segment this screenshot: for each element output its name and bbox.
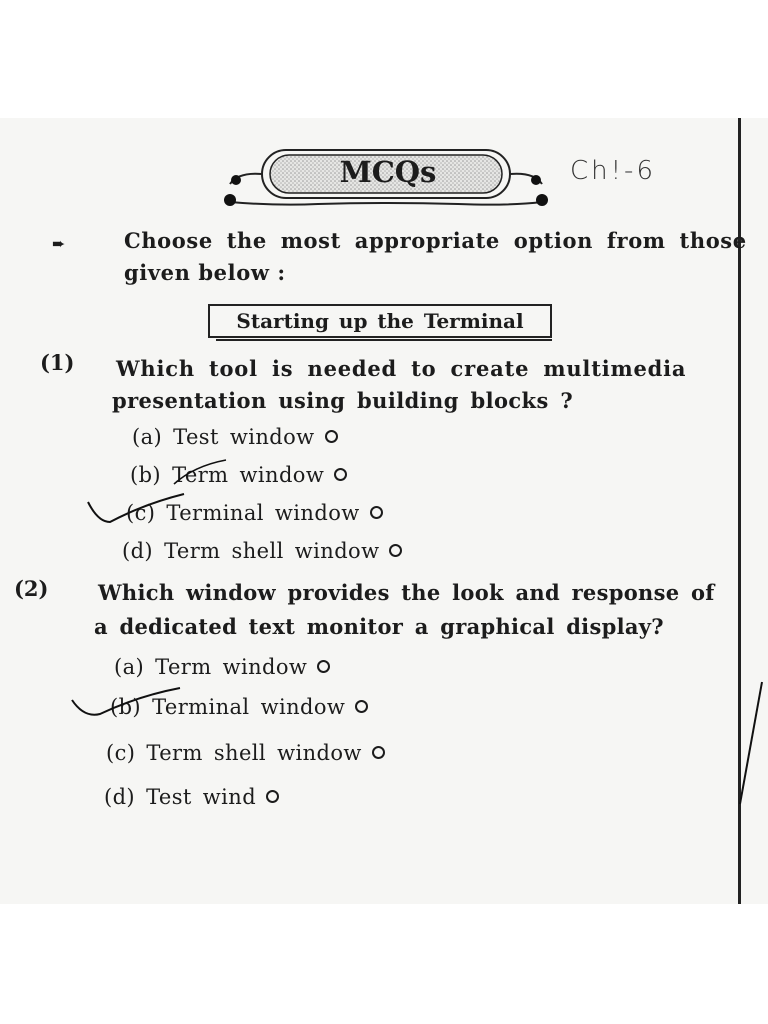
pen-stroke-mark [170,458,230,488]
arrow-bullet-icon: ➨ [52,234,66,253]
question-2-option-a [114,654,330,680]
answer-circle-icon [355,700,368,713]
section-title: Starting up the Terminal [236,309,524,333]
banner-title: MCQs [339,155,437,189]
margin-pen-stroke [736,678,766,808]
scanned-page [0,118,768,904]
option-label: (b) Term window [130,463,325,487]
question-2-option-d [104,784,279,810]
question-1-number: (1) [40,350,75,375]
question-2-number: (2) [14,576,49,601]
question-2-text-line-1: Which window provides the look and response of [98,580,715,605]
question-2-text-line-2: a dedicated text monitor a graphical display? [94,614,664,639]
answer-circle-icon [372,746,385,759]
instruction-line-1: Choose the most appropriate option from those [124,228,747,253]
option-label: (b) Terminal window [110,695,346,719]
answer-circle-icon [370,506,383,519]
handwritten-chapter-note: Ch!-6 [570,156,656,186]
option-label: (d) Test wind [104,785,257,809]
checkmark-icon [84,492,194,532]
answer-circle-icon [334,468,347,481]
option-label: (c) Terminal window [126,501,360,525]
answer-circle-icon [266,790,279,803]
question-1-text-line-1: Which tool is needed to create multimedia [116,356,687,381]
instruction-line-2: given below : [124,260,286,285]
question-1-text-line-2: presentation using building blocks ? [112,388,574,413]
option-label: (c) Term shell window [106,741,362,765]
answer-circle-icon [389,544,402,557]
option-label: (a) Test window [132,425,315,449]
question-1-option-a [132,424,338,450]
option-label: (d) Term shell window [122,539,380,563]
option-label: (a) Term window [114,655,308,679]
answer-circle-icon [325,430,338,443]
checkmark-icon [68,684,188,724]
section-heading-box [208,304,552,338]
question-1-option-b [130,462,347,488]
question-2-option-c [106,740,385,766]
answer-circle-icon [317,660,330,673]
question-1-option-d [122,538,402,564]
